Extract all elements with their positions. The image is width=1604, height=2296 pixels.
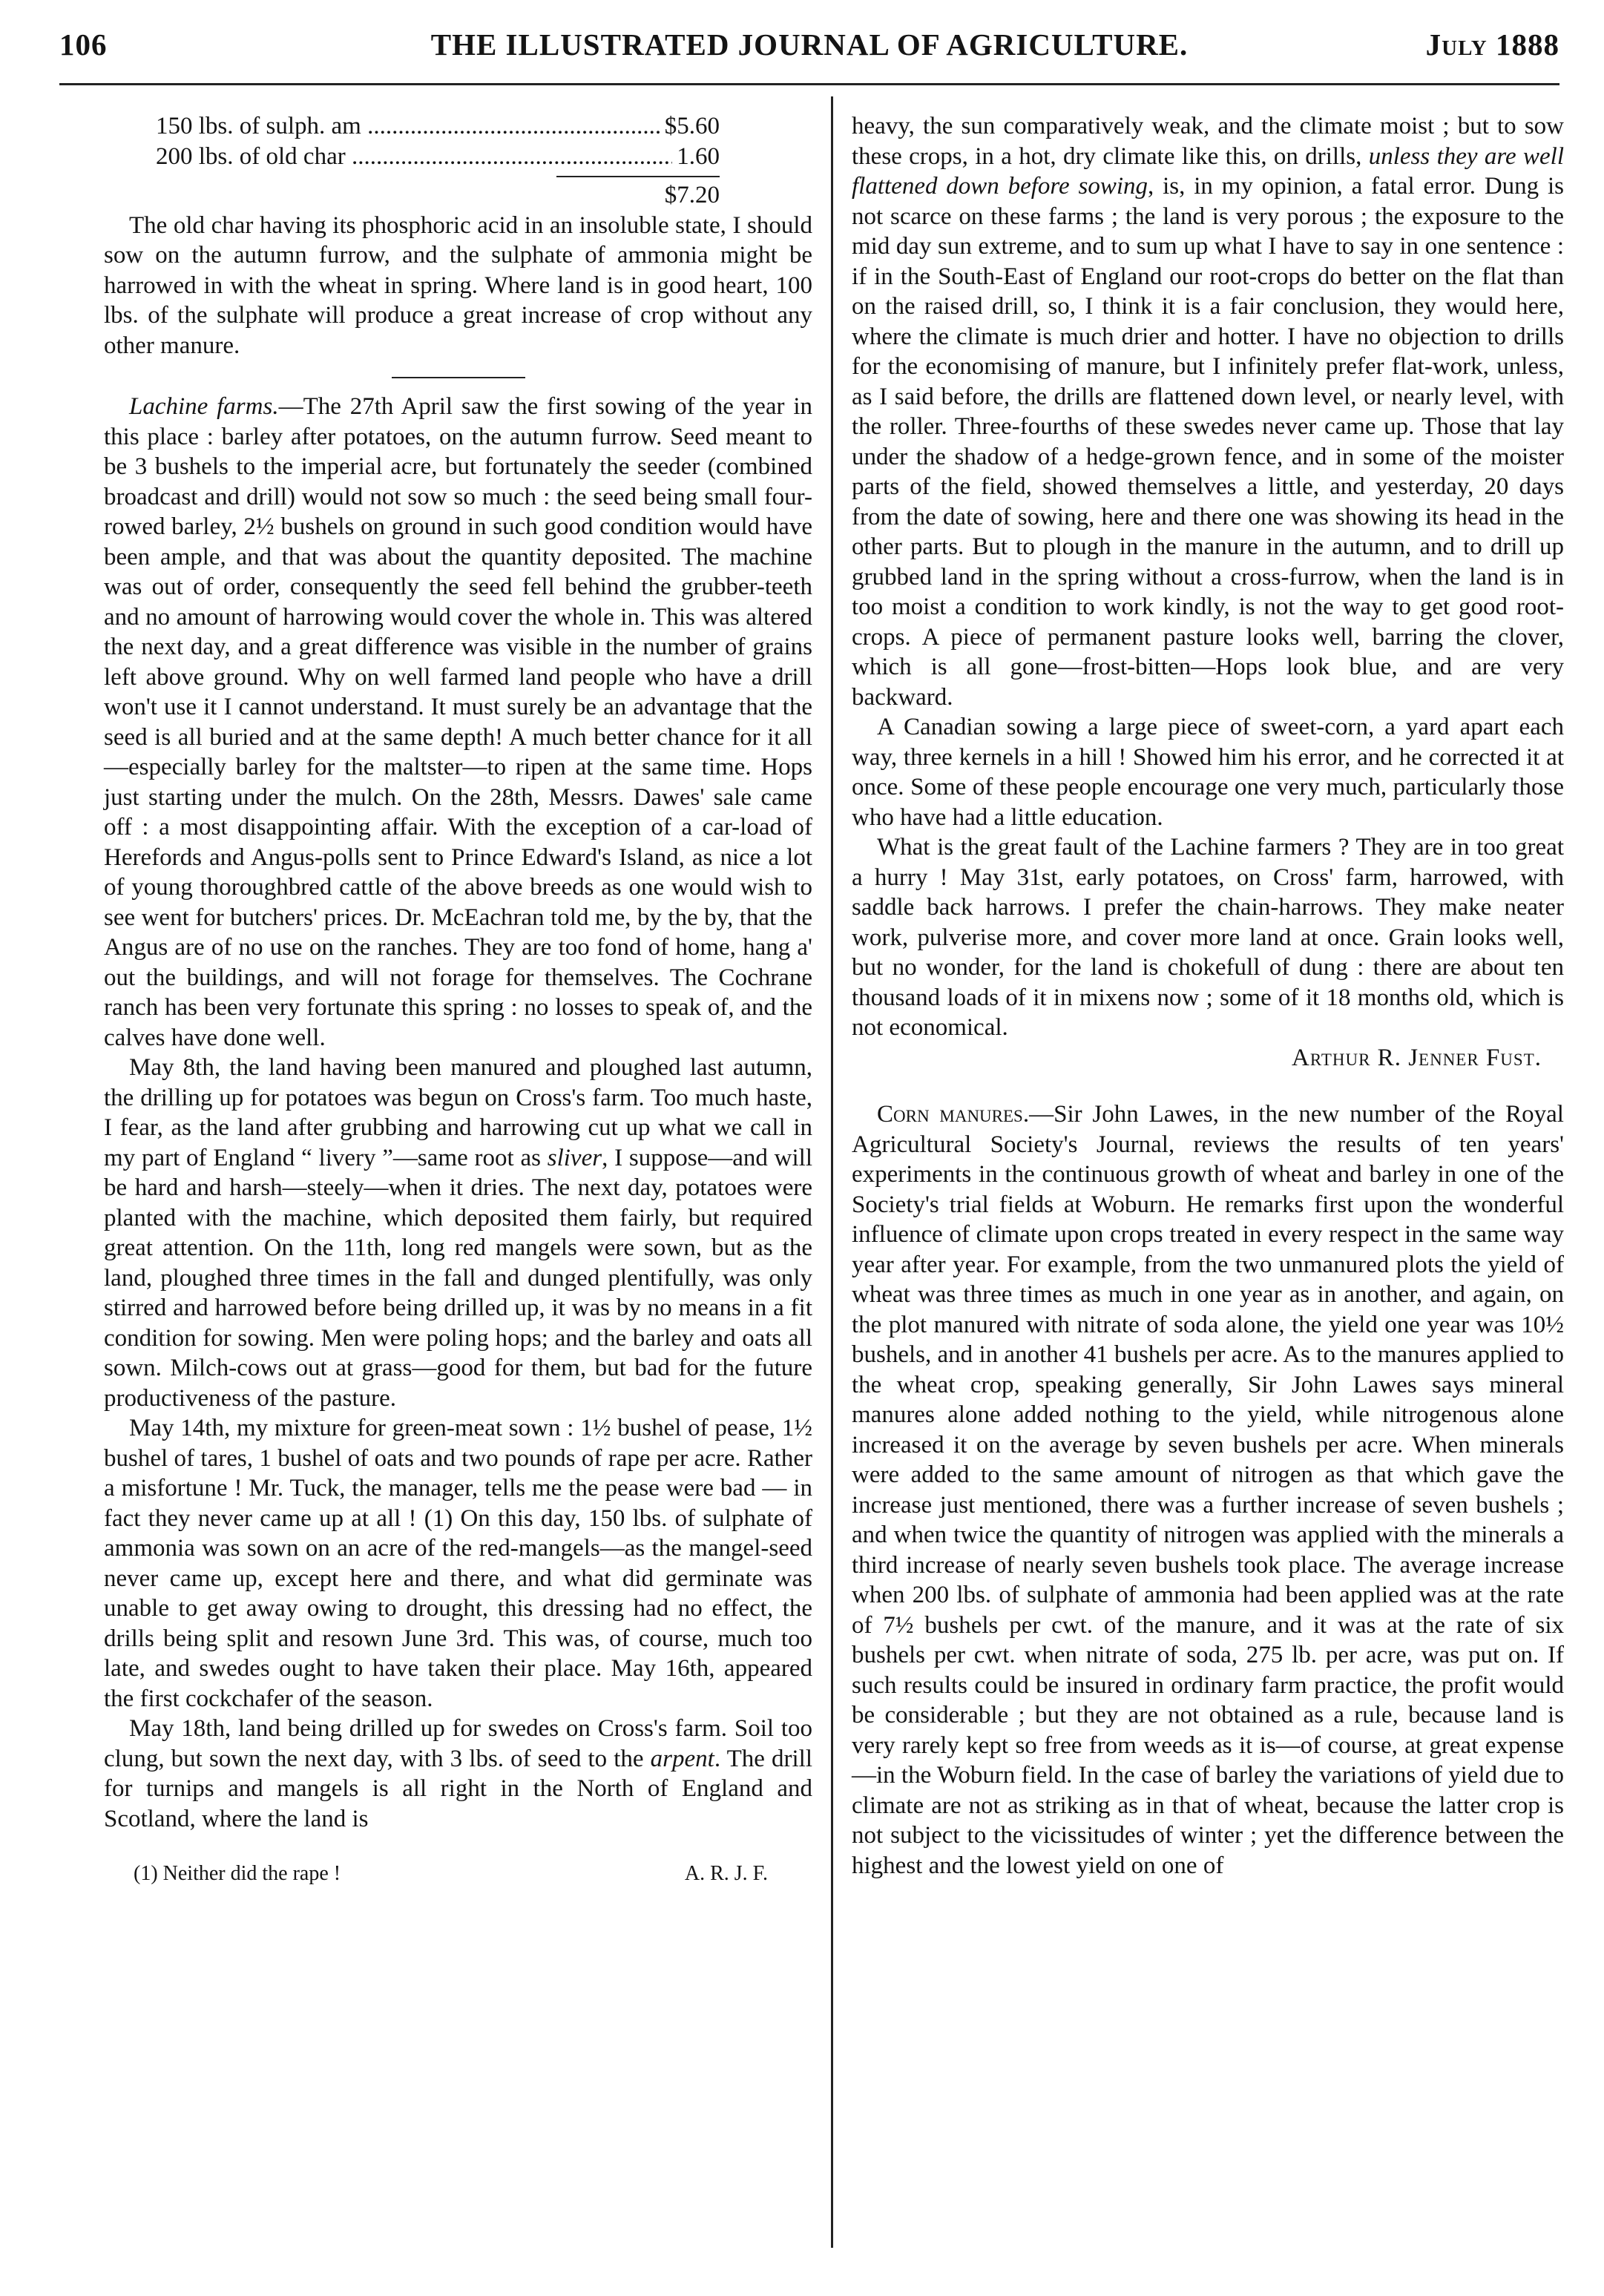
section-lead: Lachine farms. [129, 393, 279, 420]
column-divider [831, 96, 833, 2248]
section-lead: Corn manures. [877, 1101, 1030, 1128]
ledger-amount: 1.60 [677, 142, 720, 170]
italic-word: arpent [650, 1745, 714, 1772]
paragraph-may-8th [104, 1053, 812, 1413]
page-number: 106 [59, 27, 108, 62]
paragraph-sweet-corn: A Canadian sowing a large piece of sweet-corn, a yard apart each way, three kernels in a hill ! Showed him his error, and he corrected it at once. Some of these people encourage one very much, particularly those who have had a little education. [852, 714, 1564, 831]
paragraph-text: heavy, the sun comparatively weak, and the climate moist ; but to sow these crops, in a hot, dry climate like this, on drills, [852, 113, 1564, 170]
journal-title: THE ILLUSTRATED JOURNAL OF AGRICULTURE. [430, 27, 1189, 62]
ledger-total: $7.20 [664, 182, 720, 208]
paragraph-text: —Sir John Lawes, in the new number of the Royal Agricultural Society's Journal, reviews the results of ten years' experiments in the continuous growth of wheat and barley in one of the Society's trial fields at Woburn. He remarks first upon the wonderful influence of climate upon crops treated in every respect in the same way year after year. For example, from the two unmanured plots the yield of wheat was three times as much in one year as in another, and again, on the plot manured with nitrate of soda alone, the yield one year was 10½ bushels, and in another 41 bushels per acre. As to the manures applied to the wheat crop, speaking generally, Sir John Lawes says mineral manures alone added nothing to the yield, while nitrogenous alone increased it on the average by seven bushels per acre. When minerals were added to the same amount of nitrogen as that which gave the increase just mentioned, there was a further increase of seven bushels ; and when twice the quantity of nitrogen was applied with the minerals a third increase of nearly seven bushels took place. The average increase when 200 lbs. of sulphate of ammonia had been applied was at the rate of 7½ bushels per cwt. of the manure, and it was at the rate of six bushels per cwt. when nitrate of soda, 275 lb. per acre, was put on. If such results could be insured in ordinary farm practice, the profit would be considerable ; but they are not obtained as a rule, because land is very rarely kept so free from weeds as it is—of course, at great expense—in the Woburn field. In the case of barley the variations of yield due to climate are not as striking as in that of wheat, because the latter crop is not subject to the vicissitudes of winter ; yet the difference between the highest and the lowest yield on one of [852, 1101, 1564, 1879]
paragraph-old-char: The old char having its phosphoric acid in an insoluble state, I should sow on the autumn furrow, and the sulphate of ammonia might be harrowed in with the wheat in spring. Where land is in good heart, 100 lbs. of the sulphate will produce a great increase of crop without any other manure. [104, 211, 812, 359]
footnote-text: (1) Neither did the rape ! [134, 1862, 341, 1885]
paragraph-text: . The drill for turnips and mangels is all right in the North of England and Scotland, where the land is [104, 1745, 813, 1832]
cost-ledger [156, 111, 720, 211]
paragraph-corn-manures [852, 1099, 1564, 1881]
paragraph-great-fault: What is the great fault of the Lachine farmers ? They are in too great a hurry ! May 31st, early potatoes, on Cross' farm, harrowed, with saddle back harrows. I prefer the chain-harrows. They make neater work, pulverise more, and cover more land at once. Grain looks well, but no wonder, for the land is chokefull of dung : there are about ten thousand loads of it in mixens now ; some of it 18 months old, which is not economical. [852, 834, 1564, 1041]
footnote [104, 1859, 812, 1889]
author-signature: Arthur R. Jenner Fust. [1292, 1044, 1542, 1071]
italic-phrase: unless they are well flattened down before sowing [852, 142, 1564, 200]
ledger-row [156, 142, 720, 172]
footnote-initials: A. R. J. F. [684, 1862, 768, 1885]
paragraph-lachine-farms [104, 392, 812, 1053]
paragraph-text: —The 27th April saw the first sowing of the year in this place : barley after potatoes, on the autumn furrow. Seed meant to be 3 bushels to the imperial acre, but fortunately the seeder (combined broadcast and drill) would not sow so much : the seed being small four-rowed barley, 2½ bushels on ground in such good condition would have been ample, and that was about the quantity deposited. The machine was out of order, consequently the seed fell behind the grubber-teeth and no amount of harrowing would cover the whole in. This was altered the next day, and a great difference was visible in the number of grains left above ground. Why on well farmed land people who have a drill won't use it I cannot understand. It must surely be an advantage that the seed is all buried and at the same depth! A much better chance for it all—especially barley for the maltster—to ripen at the same time. Hops just starting under the mulch. On the 28th, Messrs. Dawes' sale came off : a most disappointing affair. With the exception of a car-load of Herefords and Angus-polls sent to Prince Edward's Island, as nice a lot of young thoroughbred cattle of the above breeds as one would wish to see went for butchers' prices. Dr. McEachran told me, by the by, that the Angus are of no use on the ranches. They are too fond of home, hang a' out the buildings, and will not forage for themselves. The Cochrane ranch has been very fortunate this spring : no losses to speak of, and the calves have done well. [104, 393, 813, 1051]
issue-date: July 1888 [1425, 27, 1559, 62]
ledger-amount: $5.60 [664, 113, 720, 139]
running-header [59, 27, 1559, 71]
paragraph-continued [852, 111, 1564, 712]
paragraph-text: May 18th, land being drilled up for swedes on Cross's farm. Soil too clung, but sown the next day, with 3 lbs. of seed to the [104, 1715, 812, 1772]
section-rule [392, 377, 525, 378]
ledger-label: 150 lbs. of sulph. am ..... [156, 111, 660, 142]
ledger-row [156, 111, 720, 142]
header-rule [59, 83, 1559, 85]
ledger-sum-rule [556, 176, 720, 177]
left-column [104, 111, 812, 1889]
right-column [852, 111, 1564, 1881]
paragraph-text: May 8th, the land having been manured and ploughed last autumn, the drilling up for potatoes was begun on Cross's farm. Too much haste, I fear, as the land after grubbing and harrowing cut up what we call in my part of England “ livery ”—same root as [104, 1054, 812, 1171]
italic-word: sliver [547, 1144, 602, 1171]
ledger-label: 200 lbs. of old char ..... [156, 142, 672, 172]
paragraph-text: , I suppose—and will be hard and harsh—steely—when it dries. The next day, potatoes were planted with the machine, which deposited them fairly, but required great attention. On the 11th, long red mangels were sown, but as the land, ploughed three times in the fall and dunged plentifully, was only stirred and harrowed before being drilled up, it was by no means in a fit condition for sowing. Men were poling hops; and the barley and oats all sown. Milch-cows out at grass—good for them, but bad for the future productiveness of the pasture. [104, 1144, 812, 1412]
paragraph-text: , is, in my opinion, a fatal error. Dung is not scarce on these farms ; the land is very porous ; the exposure to the mid day sun extreme, and to sum up what I have to say in one sentence : if in the South-East of England our root-crops do better on the flat than on the raised drill, so, I think it is a fair conclusion, they would here, where the climate is much drier and hotter. I have no objection to drills for the economising of manure, but I infinitely prefer flat-work, unless, as I said before, the drills are flattened down level, or nearly level, with the roller. Three-fourths of these swedes never came up. Those that lay under the shadow of a hedge-grown fence, and in some of the moister parts of the field, showed themselves a little, and yesterday, 20 days from the date of sowing, here and there one was showing its head in the other parts. But to plough in the manure in the autumn, and to drill up grubbed land in the spring without a cross-furrow, when the land is in too moist a condition to work kindly, is not the way to get good root-crops. A piece of permanent pasture looks well, barring the clover, which is all gone—frost-bitten—Hops look blue, and are very backward. [852, 173, 1564, 711]
paragraph-may-14th: May 14th, my mixture for green-meat sown : 1½ bushel of pease, 1½ bushel of tares, 1 bushel of oats and two pounds of rape per acre. Rather a misfortune ! Mr. Tuck, the manager, tells me the pease were bad — in fact they never came up at all ! (1) On this day, 150 lbs. of sulphate of ammonia was sown on an acre of the red-mangels—as the mangel-seed never came up, except here and there, and what did germinate was unable to get away owing to drought, this dressing had no effect, the drills being split and resown June 3rd. This was, of course, much too late, and swedes ought to have taken their place. May 16th, appeared the first cockchafer of the season. [104, 1415, 812, 1712]
paragraph-may-18th [104, 1714, 812, 1834]
